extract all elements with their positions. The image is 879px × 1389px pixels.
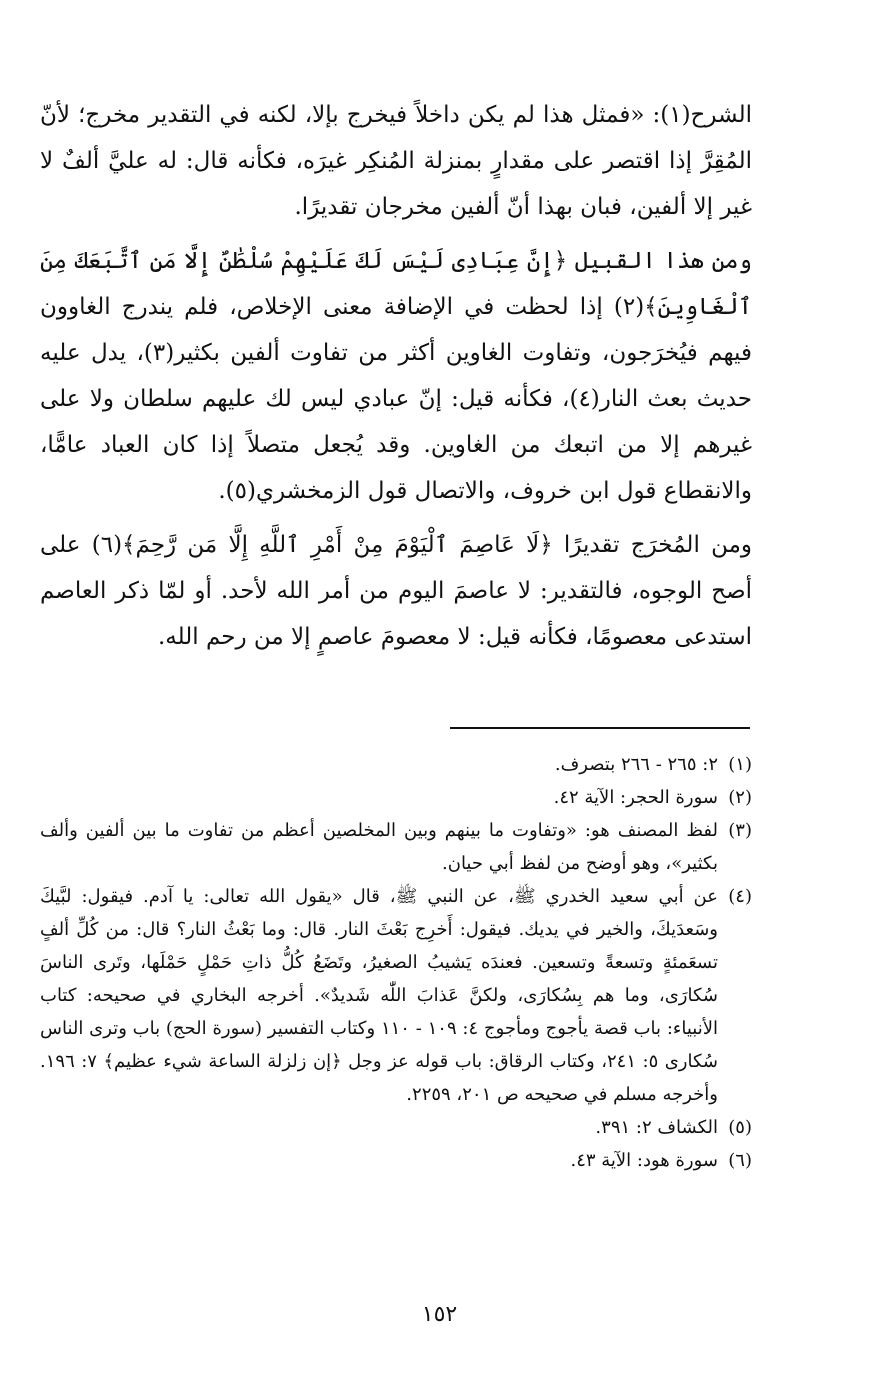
footnote-text: عن أبي سعيد الخدري ﷺ، عن النبي ﷺ، قال «يقول الله تعالى: يا آدم. فيقول: لبَّيكَ وسَعدَيكَ، والخير في يديك. فيقول: أَخرِج بَعْثَ النار. قال: وما بَعْثُ النار؟ قال: من كُلِّ ألفٍ تسعَمئةٍ وتسعةً وتسعين. فعندَه يَشيبُ الصغيرُ، وتَضَعُ كُلُّ ذاتِ حَمْلٍ حَمْلَها، وتَرى الناسَ سُكارَى، وما هم بِسُكارَى، ولكنَّ عَذابَ اللّٰه شَديدٌ». أخرجه البخاري في صحيحه: كتاب الأنبياء: باب قصة يأجوج ومأجوج ٤: ١٠٩ - ١١٠ وكتاب التفسير (سورة الحج) باب وترى الناس سُكارى ٥: ٢٤١، وكتاب الرقاق: باب قوله عز وجل ﴿إن زلزلة الساعة شيء عظيم﴾ ٧: ١٩٦. وأخرجه مسلم في صحيحه ص ٢٠١، ٢٢٥٩. (40, 886, 718, 1105)
footnote-number: (٣) (728, 820, 752, 841)
page-number: ١٥٢ (421, 1302, 458, 1327)
paragraph-2: ومن هذا القبيل ﴿إِنَّ عِبَادِى لَيْسَ لَكَ عَلَيْهِمْ سُلْطَٰنٌ إِلَّا مَنِ ٱتَّبَعَكَ مِنَ ٱلْغَاوِينَ﴾(٢) إذا لحظت في الإضافة معنى الإخلاص، فلم يندرج الغاوون فيهم فيُخرَجون، وتفاوت الغاوين أكثر من تفاوت ألفين بكثير(٣)، يدل عليه حديث بعث النار(٤)، فكأنه قيل: إنّ عبادي ليس لك عليهم سلطان ولا على غيرهم إلا من اتبعك من الغاوين. وقد يُجعل متصلاً إذا كان العباد عامًّا، والانقطاع قول ابن خروف، والاتصال قول الزمخشري(٥). (40, 248, 752, 504)
main-text (40, 92, 752, 668)
footnote-number: (٤) (728, 886, 752, 907)
footnote-1 (40, 748, 752, 781)
footnote-6 (40, 1144, 752, 1177)
footnotes (40, 748, 752, 1177)
footnote-text: الكشاف ٢: ٣٩١. (595, 1117, 718, 1138)
footnote-2 (40, 781, 752, 814)
footnote-text: سورة هود: الآية ٤٣. (570, 1150, 718, 1171)
footnote-number: (٥) (728, 1117, 752, 1138)
footnote-number: (١) (728, 754, 752, 775)
footnote-5 (40, 1111, 752, 1144)
paragraph-3: ومن المُخرَج تقديرًا ﴿لَا عَاصِمَ ٱلْيَوْمَ مِنْ أَمْرِ ٱللَّهِ إِلَّا مَن رَّحِمَ﴾(٦) على أصح الوجوه، فالتقدير: لا عاصمَ اليوم من أمر الله لأحد. أو لمّا ذكر العاصم استدعى معصومًا، فكأنه قيل: لا معصومَ عاصمٍ إلا من رحم الله. (40, 532, 752, 650)
footnote-4 (40, 880, 752, 1111)
footnote-number: (٦) (728, 1150, 752, 1171)
paragraph-1: الشرح(١): «فمثل هذا لم يكن داخلاً فيخرج بإلا، لكنه في التقدير مخرج؛ لأنّ المُقِرَّ إذا اقتصر على مقدارٍ بمنزلة المُنكِر غيرَه، فكأنه قال: له عليَّ ألفٌ لا غير إلا ألفين، فبان بهذا أنّ ألفين مخرجان تقديرًا. (40, 102, 752, 220)
footnote-number: (٢) (728, 787, 752, 808)
footnote-text: لفظ المصنف هو: «وتفاوت ما بينهم وبين المخلصين أعظم من تفاوت ما بين ألفين وألف بكثير»، وهو أوضح من لفظ أبي حيان. (40, 820, 718, 874)
footnote-divider (450, 727, 750, 729)
footnote-text: سورة الحجر: الآية ٤٢. (553, 787, 718, 808)
footnote-text: ٢: ٢٦٥ - ٢٦٦ بتصرف. (554, 754, 718, 775)
footnote-3 (40, 814, 752, 880)
